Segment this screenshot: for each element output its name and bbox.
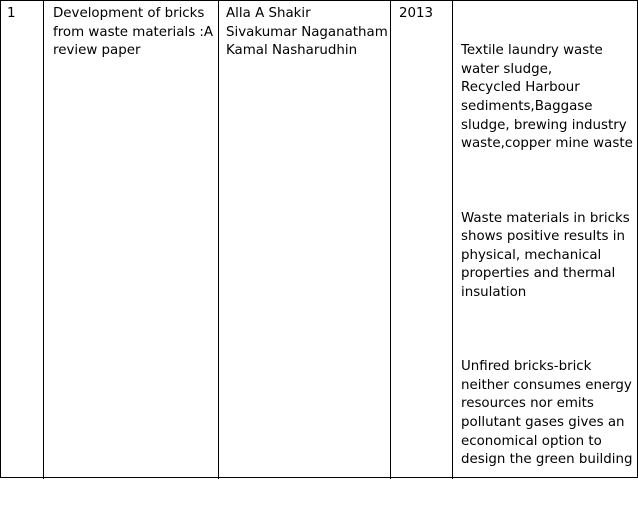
authors-cell: Alla A Shakir Sivakumar Naganatham Kamal Nasharudhin [226, 6, 388, 59]
findings-paragraph-waste-types: Textile laundry waste water sludge, Recycled Harbour sediments,Baggase sludge, brewing industry waste,copper mine waste [461, 43, 633, 152]
findings-paragraph-results: Waste materials in bricks shows positive results in physical, mechanical properties and thermal insulation [461, 210, 630, 300]
year-cell: 2013 [399, 6, 434, 21]
findings-cell [461, 5, 637, 507]
row-number-cell: 1 [7, 6, 16, 21]
column-divider [390, 1, 391, 479]
column-divider [218, 1, 219, 479]
findings-paragraph-unfired-bricks: Unfired bricks-brick neither consumes energy resources nor emits pollutant gases gives an economical option to design the green building [461, 359, 633, 468]
column-divider [43, 1, 44, 479]
paper-title-cell: Development of bricks from waste materials :A review paper [53, 6, 214, 59]
column-divider [452, 1, 453, 479]
